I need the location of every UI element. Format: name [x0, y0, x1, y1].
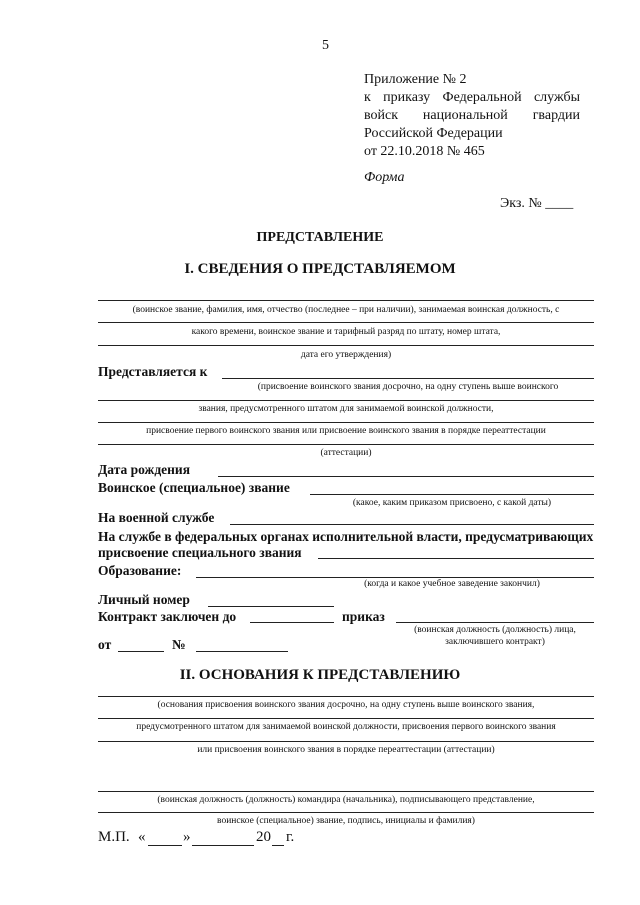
section1-caption3: дата его утверждения) — [300, 350, 392, 360]
section1-line3 — [98, 345, 594, 346]
section2-line1 — [98, 696, 594, 697]
service-label: На военной службе — [98, 510, 215, 525]
special-rank-label: присвоение специального звания — [98, 545, 302, 560]
presented-line4 — [98, 444, 594, 445]
section2-caption1: (основания присвоения воинского звания досрочно, на одну ступень выше воинского звания, — [157, 700, 535, 710]
from-label: от — [98, 637, 112, 652]
rank-line — [310, 494, 594, 495]
number-label: № — [172, 637, 186, 652]
date-year-suffix: г. — [286, 829, 295, 845]
appendix-line5: от 22.10.2018 № 465 — [364, 144, 485, 159]
presented-caption3: присвоение первого воинского звания или присвоение воинского звания в порядке переаттестации — [146, 426, 546, 436]
section1-line1 — [98, 300, 594, 301]
section1-heading: I. СВЕДЕНИЯ О ПРЕДСТАВЛЯЕМОМ — [184, 261, 456, 277]
section2-line5 — [98, 812, 594, 813]
date-open-quote: « — [138, 829, 146, 845]
order-label: приказ — [342, 609, 385, 624]
service-line — [230, 524, 594, 525]
section2-caption5: воинское (специальное) звание, подпись, инициалы и фамилия) — [217, 816, 475, 826]
personal-number-line — [208, 606, 334, 607]
section2-line3 — [98, 741, 594, 742]
section2-caption2: предусмотренного штатом для занимаемой воинской должности, присвоения первого воинского звания — [136, 722, 556, 732]
education-line — [196, 577, 594, 578]
birth-date-label: Дата рождения — [98, 462, 191, 477]
appendix-line2: к приказу Федеральной службы — [364, 90, 580, 105]
appendix-line1: Приложение № 2 — [364, 72, 467, 87]
birth-date-line — [218, 476, 594, 477]
presented-caption2: звания, предусмотренного штатом для занимаемой воинской должности, — [198, 404, 494, 414]
section1-caption2: какого времени, воинское звание и тарифный разряд по штату, номер штата, — [191, 327, 501, 337]
section2-caption4: (воинская должность (должность) командира (начальника), подписывающего представление, — [157, 795, 535, 805]
presented-caption1: (присвоение воинского звания досрочно, на одну ступень выше воинского — [257, 382, 559, 392]
section1-line2 — [98, 322, 594, 323]
presented-caption4: (аттестации) — [320, 448, 372, 458]
presented-line — [222, 378, 594, 379]
date-year-line — [272, 845, 284, 846]
appendix-line3: войск национальной гвардии — [364, 108, 580, 123]
copy-number-label: Экз. № ____ — [500, 196, 574, 211]
order-line — [396, 622, 594, 623]
date-year-prefix: 20 — [256, 829, 271, 845]
section1-caption1: (воинское звание, фамилия, имя, отчество (последнее – при наличии), занимаемая воинская должность, с — [132, 305, 560, 315]
rank-caption: (какое, каким приказом присвоено, с какой даты) — [352, 498, 552, 508]
presented-label: Представляется к — [98, 364, 208, 379]
personal-number-label: Личный номер — [98, 592, 190, 607]
date-day-line — [148, 845, 182, 846]
special-rank-line — [318, 558, 594, 559]
contract-date-line — [250, 622, 334, 623]
rank-label: Воинское (специальное) звание — [98, 480, 290, 495]
education-label: Образование: — [98, 563, 182, 578]
from-date-line — [118, 651, 164, 652]
education-caption: (когда и какое учебное заведение закончил) — [364, 579, 540, 589]
contract-label: Контракт заключен до — [98, 609, 237, 624]
presented-line3 — [98, 422, 594, 423]
fed-service-label: На службе в федеральных органах исполнительной власти, предусматривающих — [98, 529, 594, 544]
document-title: ПРЕДСТАВЛЕНИЕ — [256, 230, 384, 245]
section2-caption3: или присвоения воинского звания в порядке переаттестации (аттестации) — [197, 745, 495, 755]
number-line — [196, 651, 288, 652]
section2-line4 — [98, 791, 594, 792]
form-label: Форма — [364, 170, 405, 185]
section2-heading: II. ОСНОВАНИЯ К ПРЕДСТАВЛЕНИЮ — [179, 667, 461, 683]
stamp-label: М.П. — [98, 829, 130, 845]
section2-line2 — [98, 718, 594, 719]
contract-caption2: заключившего контракт) — [445, 637, 545, 647]
date-close-quote: » — [183, 829, 191, 845]
date-month-line — [192, 845, 254, 846]
contract-caption1: (воинская должность (должность) лица, — [414, 625, 576, 635]
presented-line2 — [98, 400, 594, 401]
page-number: 5 — [322, 38, 329, 53]
appendix-line4: Российской Федерации — [364, 126, 503, 141]
